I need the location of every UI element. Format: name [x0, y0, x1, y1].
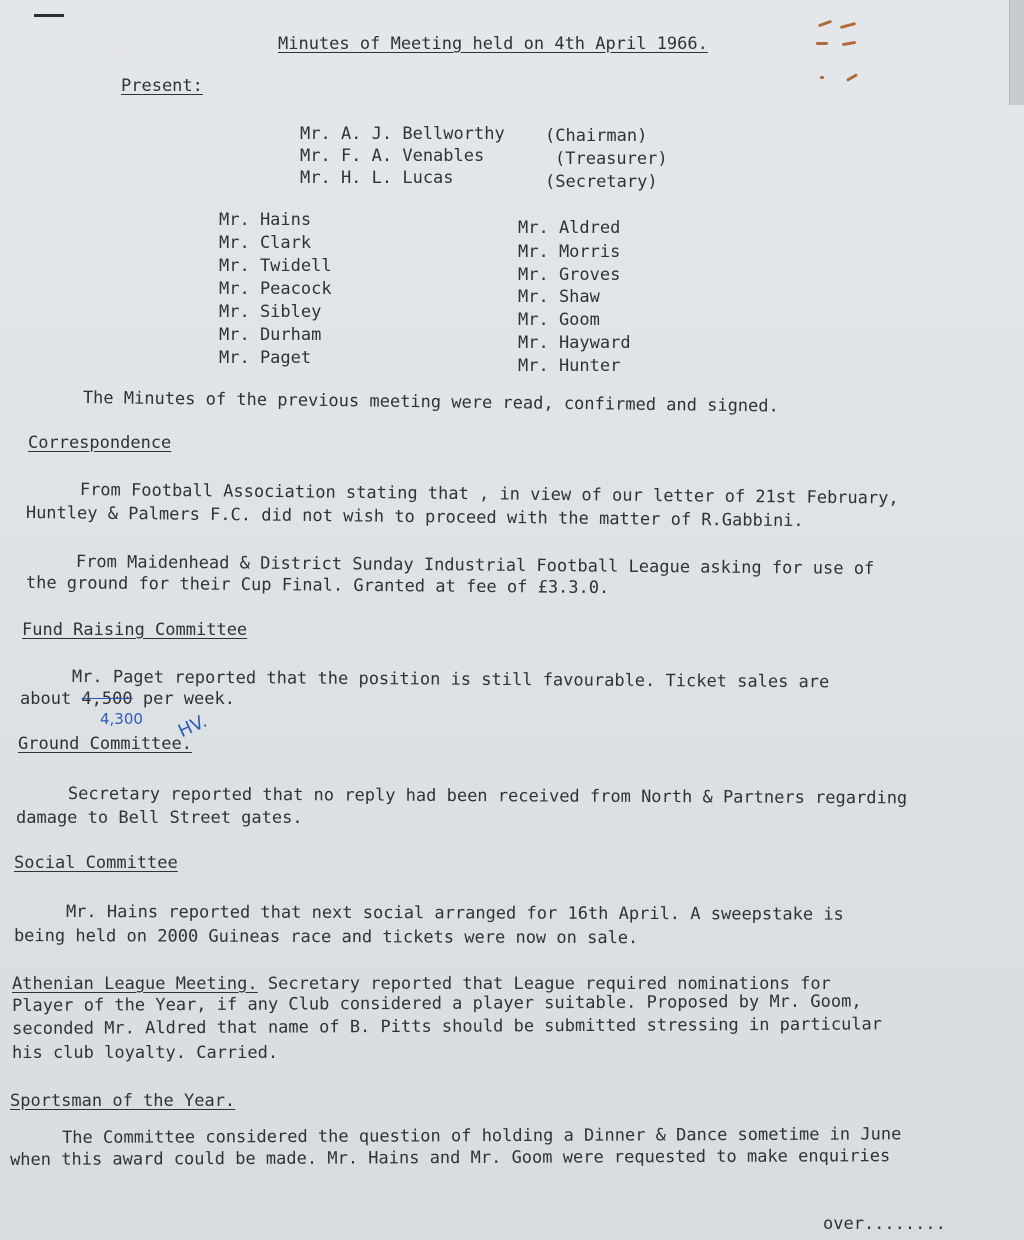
paragraph-line: the ground for their Cup Final. Granted at fee of £3.3.0.	[25, 573, 610, 599]
paragraph-line: Secretary reported that no reply had been received from North & Partners regarding	[67, 784, 908, 809]
member-name: Mr. Hains	[219, 210, 312, 230]
officer-role: (Chairman)	[545, 126, 648, 146]
section-heading: Fund Raising Committee	[22, 620, 248, 640]
punch-mark	[34, 14, 64, 17]
paragraph-line: seconded Mr. Aldred that name of B. Pitts should be submitted stressing in particular	[12, 1014, 883, 1039]
officer-name: Mr. A. J. Bellworthy	[300, 124, 505, 144]
officer-role: (Treasurer)	[555, 149, 668, 169]
text-fragment: Secretary reported that League required nominations for	[257, 974, 831, 994]
paragraph-line: when this award could be made. Mr. Hains and Mr. Goom were requested to make enquiries	[10, 1146, 891, 1170]
member-name: Mr. Durham	[219, 325, 322, 345]
officer-name: Mr. H. L. Lucas	[300, 168, 454, 188]
member-name: Mr. Sibley	[219, 302, 322, 322]
member-name: Mr. Groves	[518, 265, 621, 285]
member-name: Mr. Clark	[219, 233, 312, 253]
present-label: Present:	[121, 76, 203, 96]
handwritten-initials: HV.	[174, 710, 211, 743]
section-heading: Sportsman of the Year.	[10, 1091, 236, 1111]
page-footer: over........	[823, 1214, 946, 1234]
struck-figure: 4,500	[81, 689, 133, 709]
text-fragment: per week.	[132, 689, 235, 709]
minutes-confirmed-line: The Minutes of the previous meeting were read, confirmed and signed.	[82, 388, 779, 417]
paragraph-line: being held on 2000 Guineas race and tickets were now on sale.	[13, 926, 639, 949]
section-heading: Social Committee	[14, 853, 178, 873]
officer-name: Mr. F. A. Venables	[300, 146, 485, 166]
member-name: Mr. Shaw	[518, 287, 600, 307]
paragraph-line: The Committee considered the question of holding a Dinner & Dance sometime in June	[62, 1124, 902, 1148]
text-fragment: about	[20, 689, 82, 709]
member-name: Mr. Peacock	[219, 279, 332, 299]
page-edge	[1009, 0, 1024, 105]
member-name: Mr. Paget	[219, 348, 312, 368]
paragraph-line: damage to Bell Street gates.	[16, 808, 303, 828]
member-name: Mr. Aldred	[518, 218, 621, 238]
member-name: Mr. Hunter	[518, 356, 621, 376]
handwritten-correction: 4,300	[100, 710, 143, 728]
member-name: Mr. Hayward	[518, 333, 631, 353]
member-name: Mr. Goom	[518, 310, 600, 330]
paragraph-line	[20, 689, 235, 709]
paragraph-line: From Football Association stating that , in view of our letter of 21st February,	[79, 480, 899, 509]
member-name: Mr. Twidell	[219, 256, 332, 276]
rust-marks	[810, 18, 870, 88]
paragraph-line: his club loyalty. Carried.	[12, 1043, 279, 1063]
paragraph-line: From Maidenhead & District Sunday Industrial Football League asking for use of	[75, 552, 875, 579]
paragraph-line: Huntley & Palmers F.C. did not wish to proceed with the matter of R.Gabbini.	[25, 503, 804, 532]
section-heading: Athenian League Meeting.	[12, 974, 258, 994]
section-heading: Correspondence	[28, 433, 172, 453]
page-title: Minutes of Meeting held on 4th April 1966.	[278, 34, 708, 54]
paragraph-line: Mr. Hains reported that next social arranged for 16th April. A sweepstake is	[65, 902, 844, 925]
paragraph-line: Mr. Paget reported that the position is still favourable. Ticket sales are	[71, 667, 830, 693]
paragraph-line: Player of the Year, if any Club considered a player suitable. Proposed by Mr. Goom,	[12, 991, 862, 1016]
officer-role: (Secretary)	[545, 172, 658, 192]
member-name: Mr. Morris	[518, 242, 621, 262]
section-heading: Ground Committee.	[18, 734, 192, 754]
paragraph-line	[12, 974, 831, 994]
